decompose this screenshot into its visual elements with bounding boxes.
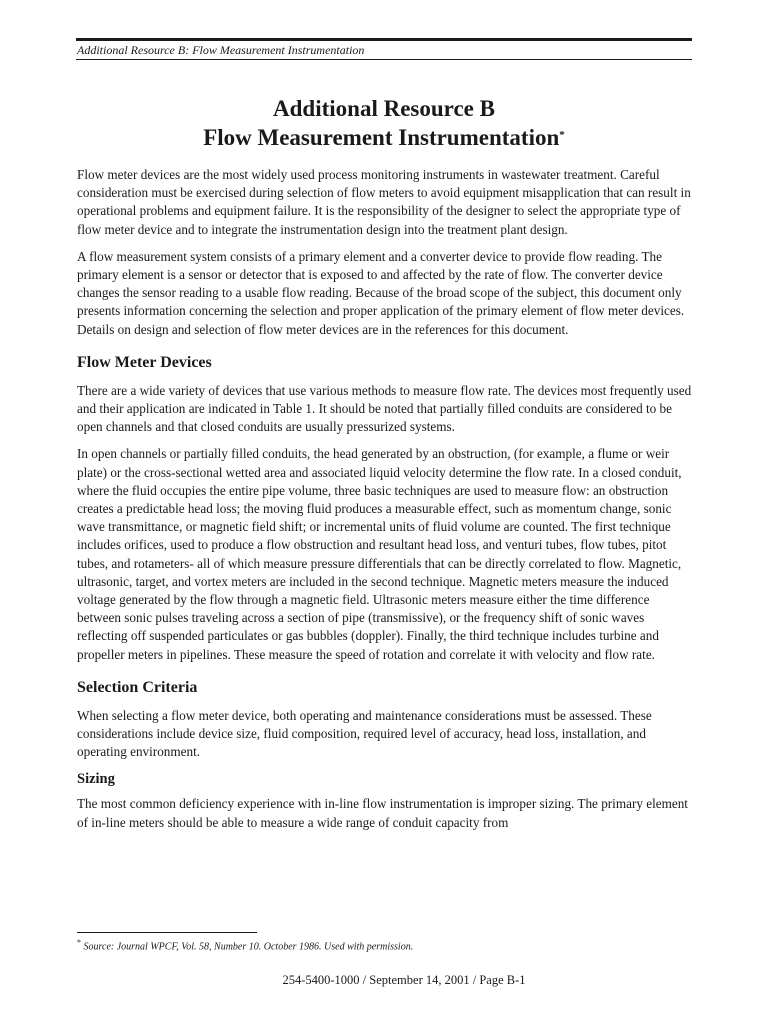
title-line-2 xyxy=(76,123,692,152)
footnote-mark: * xyxy=(77,938,81,947)
paragraph-devices-1: There are a wide variety of devices that use various methods to measure flow rate. The devices most frequently used and their application are indicated in Table 1. It should be noted that partially filled conduits are considered to be open channels and that closed conduits are usually pressurized systems. xyxy=(77,382,692,435)
page-footer: 254-5400-1000 / September 14, 2001 / Page B-1 xyxy=(282,973,526,987)
heading-selection-criteria: Selection Criteria xyxy=(77,678,198,696)
paragraph-selection-1: When selecting a flow meter device, both operating and maintenance considerations must be assessed. These considerations include device size, fluid composition, required level of accuracy, head loss, installation, and operating environment. xyxy=(77,707,652,760)
heading-flow-meter-devices: Flow Meter Devices xyxy=(77,353,212,371)
paragraph-sizing-1: The most common deficiency experience with in-line flow instrumentation is improper sizing. The primary element of in-line meters should be able to measure a wide range of conduit capacity from xyxy=(77,796,688,830)
top-rule xyxy=(76,38,692,41)
footnote-text: Source: Journal WPCF, Vol. 58, Number 10. October 1986. Used with permission. xyxy=(81,941,414,953)
paragraph-intro-2: A flow measurement system consists of a primary element and a converter device to provide flow reading. The primary element is a sensor or detector that is exposed to and affected by the rate of flow. The converter device changes the sensor reading to a usable flow reading. Because of the broad scope of the subject, this document only presents information concerning the selection and proper application of the primary element of flow meter devices. Details on design and selection of flow meter devices are in the references for this document. xyxy=(77,248,685,337)
running-head: Additional Resource B: Flow Measurement Instrumentation xyxy=(77,43,365,57)
paragraph-devices-2: In open channels or partially filled conduits, the head generated by an obstruction, (for example, a flume or weir plate) or the cross-sectional wetted area and associated liquid velocity determine the flow rate. In a closed conduit, where the fluid occupies the entire pipe volume, three basic techniques are used to measure flow: an obstruction creates a predictable head loss; the moving fluid produces a measurable effect, such as momentum change, sonic wave transmittance, or magnetic field shift; or incremental units of fluid volume are counted. The first technique includes orifices, used to produce a flow obstruction and resultant head loss, and venturi tubes, flow tubes, pitot tubes, and rotameters- all of which measure pressure differentials that can be directly correlated to flow. Magnetic, ultrasonic, target, and vortex meters are included in the second technique. Magnetic meters measure the induced voltage generated by the flow through a magnetic field. Ultrasonic meters measure either the time difference between sonic pulses traveling across a section of pipe (transmissive), or the frequency shift of sonic waves reflecting off suspended particulates or gas bubbles (doppler). Finally, the third technique includes turbine and propeller meters in pipelines. These measure the speed of rotation and correlate it with velocity and flow rate. xyxy=(77,446,682,662)
title-line-1: Additional Resource B xyxy=(273,96,495,121)
footnote xyxy=(77,938,413,952)
paragraph-intro-1: Flow meter devices are the most widely used process monitoring instruments in wastewater treatment. Careful consideration must be exercised during selection of flow meters to avoid equipment misapplication that can result in operational problems and equipment failure. It is the responsibility of the designer to select the appropriate type of flow meter device and to integrate the instrumentation design into the treatment plant design. xyxy=(77,167,691,237)
footnote-rule xyxy=(77,932,257,933)
body-content xyxy=(77,166,693,841)
title-line-2-text: Flow Measurement Instrumentation xyxy=(203,125,560,150)
header-rule xyxy=(76,59,692,60)
page-title xyxy=(76,94,692,152)
heading-sizing: Sizing xyxy=(77,771,115,788)
title-footnote-mark[interactable]: * xyxy=(559,129,565,141)
